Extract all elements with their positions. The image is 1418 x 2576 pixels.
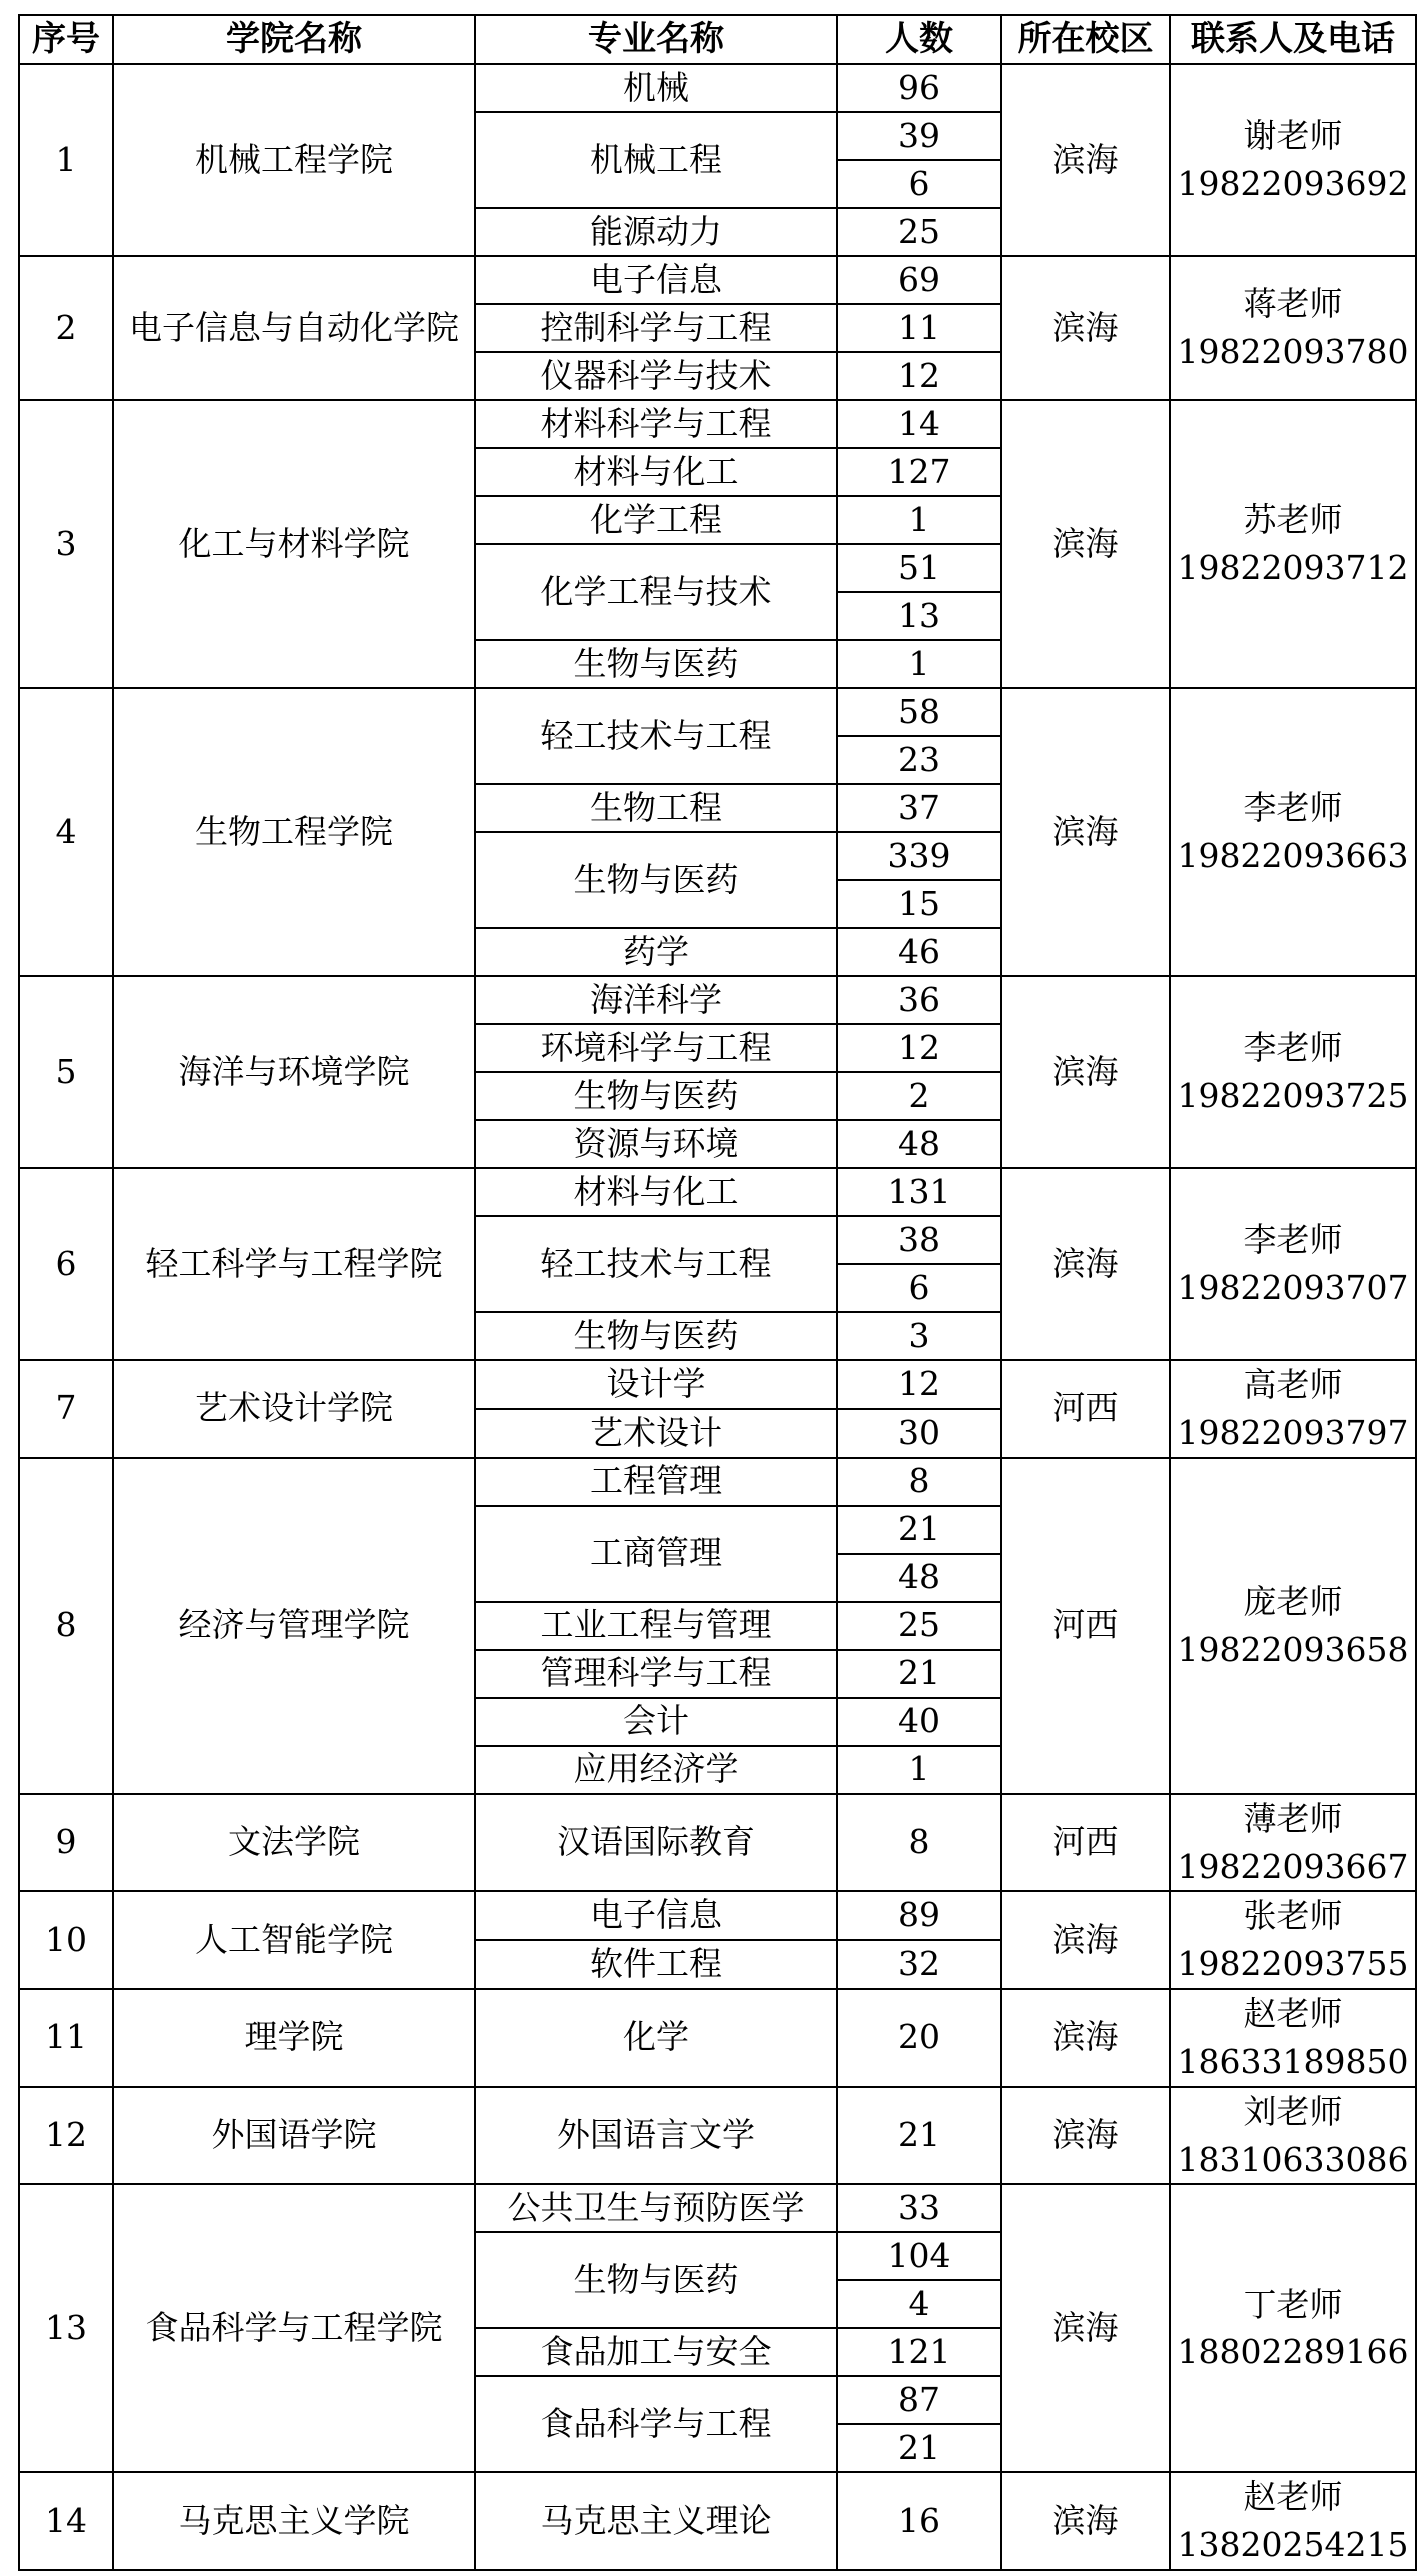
college-index: 14 (19, 2472, 113, 2570)
enrollment-count: 25 (837, 1602, 1001, 1650)
enrollment-count: 21 (837, 1506, 1001, 1554)
major-name: 能源动力 (475, 208, 837, 256)
major-name: 材料科学与工程 (475, 400, 837, 448)
contact-info: 庞老师 19822093658 (1170, 1458, 1416, 1794)
college-index: 7 (19, 1360, 113, 1458)
college-name: 机械工程学院 (113, 64, 475, 256)
enrollment-count: 96 (837, 64, 1001, 112)
major-name: 管理科学与工程 (475, 1650, 837, 1698)
table-row (19, 1458, 1416, 1506)
campus: 河西 (1001, 1794, 1170, 1892)
major-name: 电子信息 (475, 256, 837, 304)
major-name: 机械工程 (475, 112, 837, 208)
enrollment-count: 1 (837, 640, 1001, 688)
enrollment-count: 8 (837, 1794, 1001, 1892)
major-name: 材料与化工 (475, 448, 837, 496)
major-name: 食品科学与工程 (475, 2376, 837, 2472)
college-index: 6 (19, 1168, 113, 1360)
major-name: 生物与医药 (475, 640, 837, 688)
table-row (19, 1891, 1416, 1940)
major-name: 药学 (475, 928, 837, 976)
enrollment-count: 104 (837, 2232, 1001, 2280)
major-name: 化学工程与技术 (475, 544, 837, 640)
major-name: 汉语国际教育 (475, 1794, 837, 1892)
header-college: 学院名称 (113, 15, 475, 64)
college-name: 外国语学院 (113, 2087, 475, 2185)
major-name: 应用经济学 (475, 1746, 837, 1794)
header-contact: 联系人及电话 (1170, 15, 1416, 64)
enrollment-count: 30 (837, 1409, 1001, 1458)
enrollment-table (18, 14, 1417, 2571)
enrollment-count: 69 (837, 256, 1001, 304)
college-name: 理学院 (113, 1989, 475, 2087)
major-name: 会计 (475, 1698, 837, 1746)
campus: 滨海 (1001, 2472, 1170, 2570)
major-name: 轻工技术与工程 (475, 688, 837, 784)
major-name: 化学工程 (475, 496, 837, 544)
college-index: 9 (19, 1794, 113, 1892)
college-name: 艺术设计学院 (113, 1360, 475, 1458)
table-row (19, 2472, 1416, 2570)
major-name: 材料与化工 (475, 1168, 837, 1216)
enrollment-count: 58 (837, 688, 1001, 736)
major-name: 机械 (475, 64, 837, 112)
table-row (19, 2087, 1416, 2185)
major-name: 生物与医药 (475, 2232, 837, 2328)
table-body (19, 64, 1416, 2570)
campus: 河西 (1001, 1458, 1170, 1794)
table-row (19, 400, 1416, 448)
campus: 滨海 (1001, 1891, 1170, 1989)
contact-info: 李老师 19822093725 (1170, 976, 1416, 1168)
header-index: 序号 (19, 15, 113, 64)
enrollment-count: 39 (837, 112, 1001, 160)
major-name: 海洋科学 (475, 976, 837, 1024)
campus: 滨海 (1001, 1989, 1170, 2087)
college-index: 3 (19, 400, 113, 688)
campus: 滨海 (1001, 2087, 1170, 2185)
contact-info: 张老师 19822093755 (1170, 1891, 1416, 1989)
table-row (19, 1794, 1416, 1892)
major-name: 轻工技术与工程 (475, 1216, 837, 1312)
contact-info: 赵老师 13820254215 (1170, 2472, 1416, 2570)
college-name: 轻工科学与工程学院 (113, 1168, 475, 1360)
campus: 河西 (1001, 1360, 1170, 1458)
header-count: 人数 (837, 15, 1001, 64)
major-name: 生物工程 (475, 784, 837, 832)
enrollment-count: 25 (837, 208, 1001, 256)
campus: 滨海 (1001, 976, 1170, 1168)
table-row (19, 1989, 1416, 2087)
enrollment-count: 32 (837, 1940, 1001, 1989)
college-index: 12 (19, 2087, 113, 2185)
college-name: 化工与材料学院 (113, 400, 475, 688)
major-name: 生物与医药 (475, 1312, 837, 1360)
table-row (19, 64, 1416, 112)
college-name: 人工智能学院 (113, 1891, 475, 1989)
enrollment-count: 20 (837, 1989, 1001, 2087)
major-name: 环境科学与工程 (475, 1024, 837, 1072)
campus: 滨海 (1001, 256, 1170, 400)
table-row (19, 256, 1416, 304)
enrollment-count: 21 (837, 2087, 1001, 2185)
campus: 滨海 (1001, 1168, 1170, 1360)
contact-info: 李老师 19822093707 (1170, 1168, 1416, 1360)
enrollment-count: 46 (837, 928, 1001, 976)
contact-info: 丁老师 18802289166 (1170, 2184, 1416, 2472)
enrollment-count: 21 (837, 2424, 1001, 2472)
enrollment-count: 339 (837, 832, 1001, 880)
enrollment-count: 33 (837, 2184, 1001, 2232)
enrollment-count: 40 (837, 1698, 1001, 1746)
college-name: 文法学院 (113, 1794, 475, 1892)
enrollment-count: 48 (837, 1554, 1001, 1602)
header-major: 专业名称 (475, 15, 837, 64)
campus: 滨海 (1001, 688, 1170, 976)
major-name: 马克思主义理论 (475, 2472, 837, 2570)
college-name: 生物工程学院 (113, 688, 475, 976)
enrollment-count: 51 (837, 544, 1001, 592)
enrollment-count: 12 (837, 1360, 1001, 1409)
enrollment-count: 2 (837, 1072, 1001, 1120)
major-name: 软件工程 (475, 1940, 837, 1989)
table-row (19, 688, 1416, 736)
contact-info: 谢老师 19822093692 (1170, 64, 1416, 256)
enrollment-count: 12 (837, 1024, 1001, 1072)
header-campus: 所在校区 (1001, 15, 1170, 64)
enrollment-count: 12 (837, 352, 1001, 400)
enrollment-count: 11 (837, 304, 1001, 352)
major-name: 食品加工与安全 (475, 2328, 837, 2376)
contact-info: 赵老师 18633189850 (1170, 1989, 1416, 2087)
enrollment-count: 4 (837, 2280, 1001, 2328)
enrollment-count: 89 (837, 1891, 1001, 1940)
major-name: 仪器科学与技术 (475, 352, 837, 400)
college-index: 13 (19, 2184, 113, 2472)
college-name: 食品科学与工程学院 (113, 2184, 475, 2472)
major-name: 生物与医药 (475, 832, 837, 928)
major-name: 艺术设计 (475, 1409, 837, 1458)
college-index: 2 (19, 256, 113, 400)
enrollment-count: 16 (837, 2472, 1001, 2570)
major-name: 设计学 (475, 1360, 837, 1409)
major-name: 控制科学与工程 (475, 304, 837, 352)
table-row (19, 2184, 1416, 2232)
college-name: 马克思主义学院 (113, 2472, 475, 2570)
campus: 滨海 (1001, 2184, 1170, 2472)
major-name: 化学 (475, 1989, 837, 2087)
enrollment-count: 23 (837, 736, 1001, 784)
contact-info: 蒋老师 19822093780 (1170, 256, 1416, 400)
enrollment-count: 127 (837, 448, 1001, 496)
college-index: 1 (19, 64, 113, 256)
major-name: 电子信息 (475, 1891, 837, 1940)
enrollment-count: 8 (837, 1458, 1001, 1506)
major-name: 工业工程与管理 (475, 1602, 837, 1650)
major-name: 工商管理 (475, 1506, 837, 1602)
enrollment-count: 13 (837, 592, 1001, 640)
enrollment-count: 131 (837, 1168, 1001, 1216)
table-row (19, 1168, 1416, 1216)
enrollment-count: 36 (837, 976, 1001, 1024)
major-name: 生物与医药 (475, 1072, 837, 1120)
major-name: 工程管理 (475, 1458, 837, 1506)
campus: 滨海 (1001, 64, 1170, 256)
college-name: 经济与管理学院 (113, 1458, 475, 1794)
enrollment-count: 87 (837, 2376, 1001, 2424)
enrollment-count: 14 (837, 400, 1001, 448)
enrollment-count: 121 (837, 2328, 1001, 2376)
enrollment-count: 1 (837, 496, 1001, 544)
enrollment-count: 6 (837, 1264, 1001, 1312)
campus: 滨海 (1001, 400, 1170, 688)
enrollment-count: 38 (837, 1216, 1001, 1264)
college-index: 11 (19, 1989, 113, 2087)
enrollment-count: 6 (837, 160, 1001, 208)
college-index: 10 (19, 1891, 113, 1989)
college-index: 4 (19, 688, 113, 976)
enrollment-count: 1 (837, 1746, 1001, 1794)
contact-info: 薄老师 19822093667 (1170, 1794, 1416, 1892)
enrollment-count: 15 (837, 880, 1001, 928)
enrollment-count: 37 (837, 784, 1001, 832)
college-index: 5 (19, 976, 113, 1168)
enrollment-count: 21 (837, 1650, 1001, 1698)
college-index: 8 (19, 1458, 113, 1794)
table-row (19, 1360, 1416, 1409)
major-name: 外国语言文学 (475, 2087, 837, 2185)
contact-info: 李老师 19822093663 (1170, 688, 1416, 976)
table-row (19, 976, 1416, 1024)
major-name: 资源与环境 (475, 1120, 837, 1168)
college-name: 海洋与环境学院 (113, 976, 475, 1168)
contact-info: 刘老师 18310633086 (1170, 2087, 1416, 2185)
enrollment-count: 3 (837, 1312, 1001, 1360)
major-name: 公共卫生与预防医学 (475, 2184, 837, 2232)
enrollment-count: 48 (837, 1120, 1001, 1168)
contact-info: 苏老师 19822093712 (1170, 400, 1416, 688)
contact-info: 高老师 19822093797 (1170, 1360, 1416, 1458)
college-name: 电子信息与自动化学院 (113, 256, 475, 400)
header-row (19, 15, 1416, 64)
